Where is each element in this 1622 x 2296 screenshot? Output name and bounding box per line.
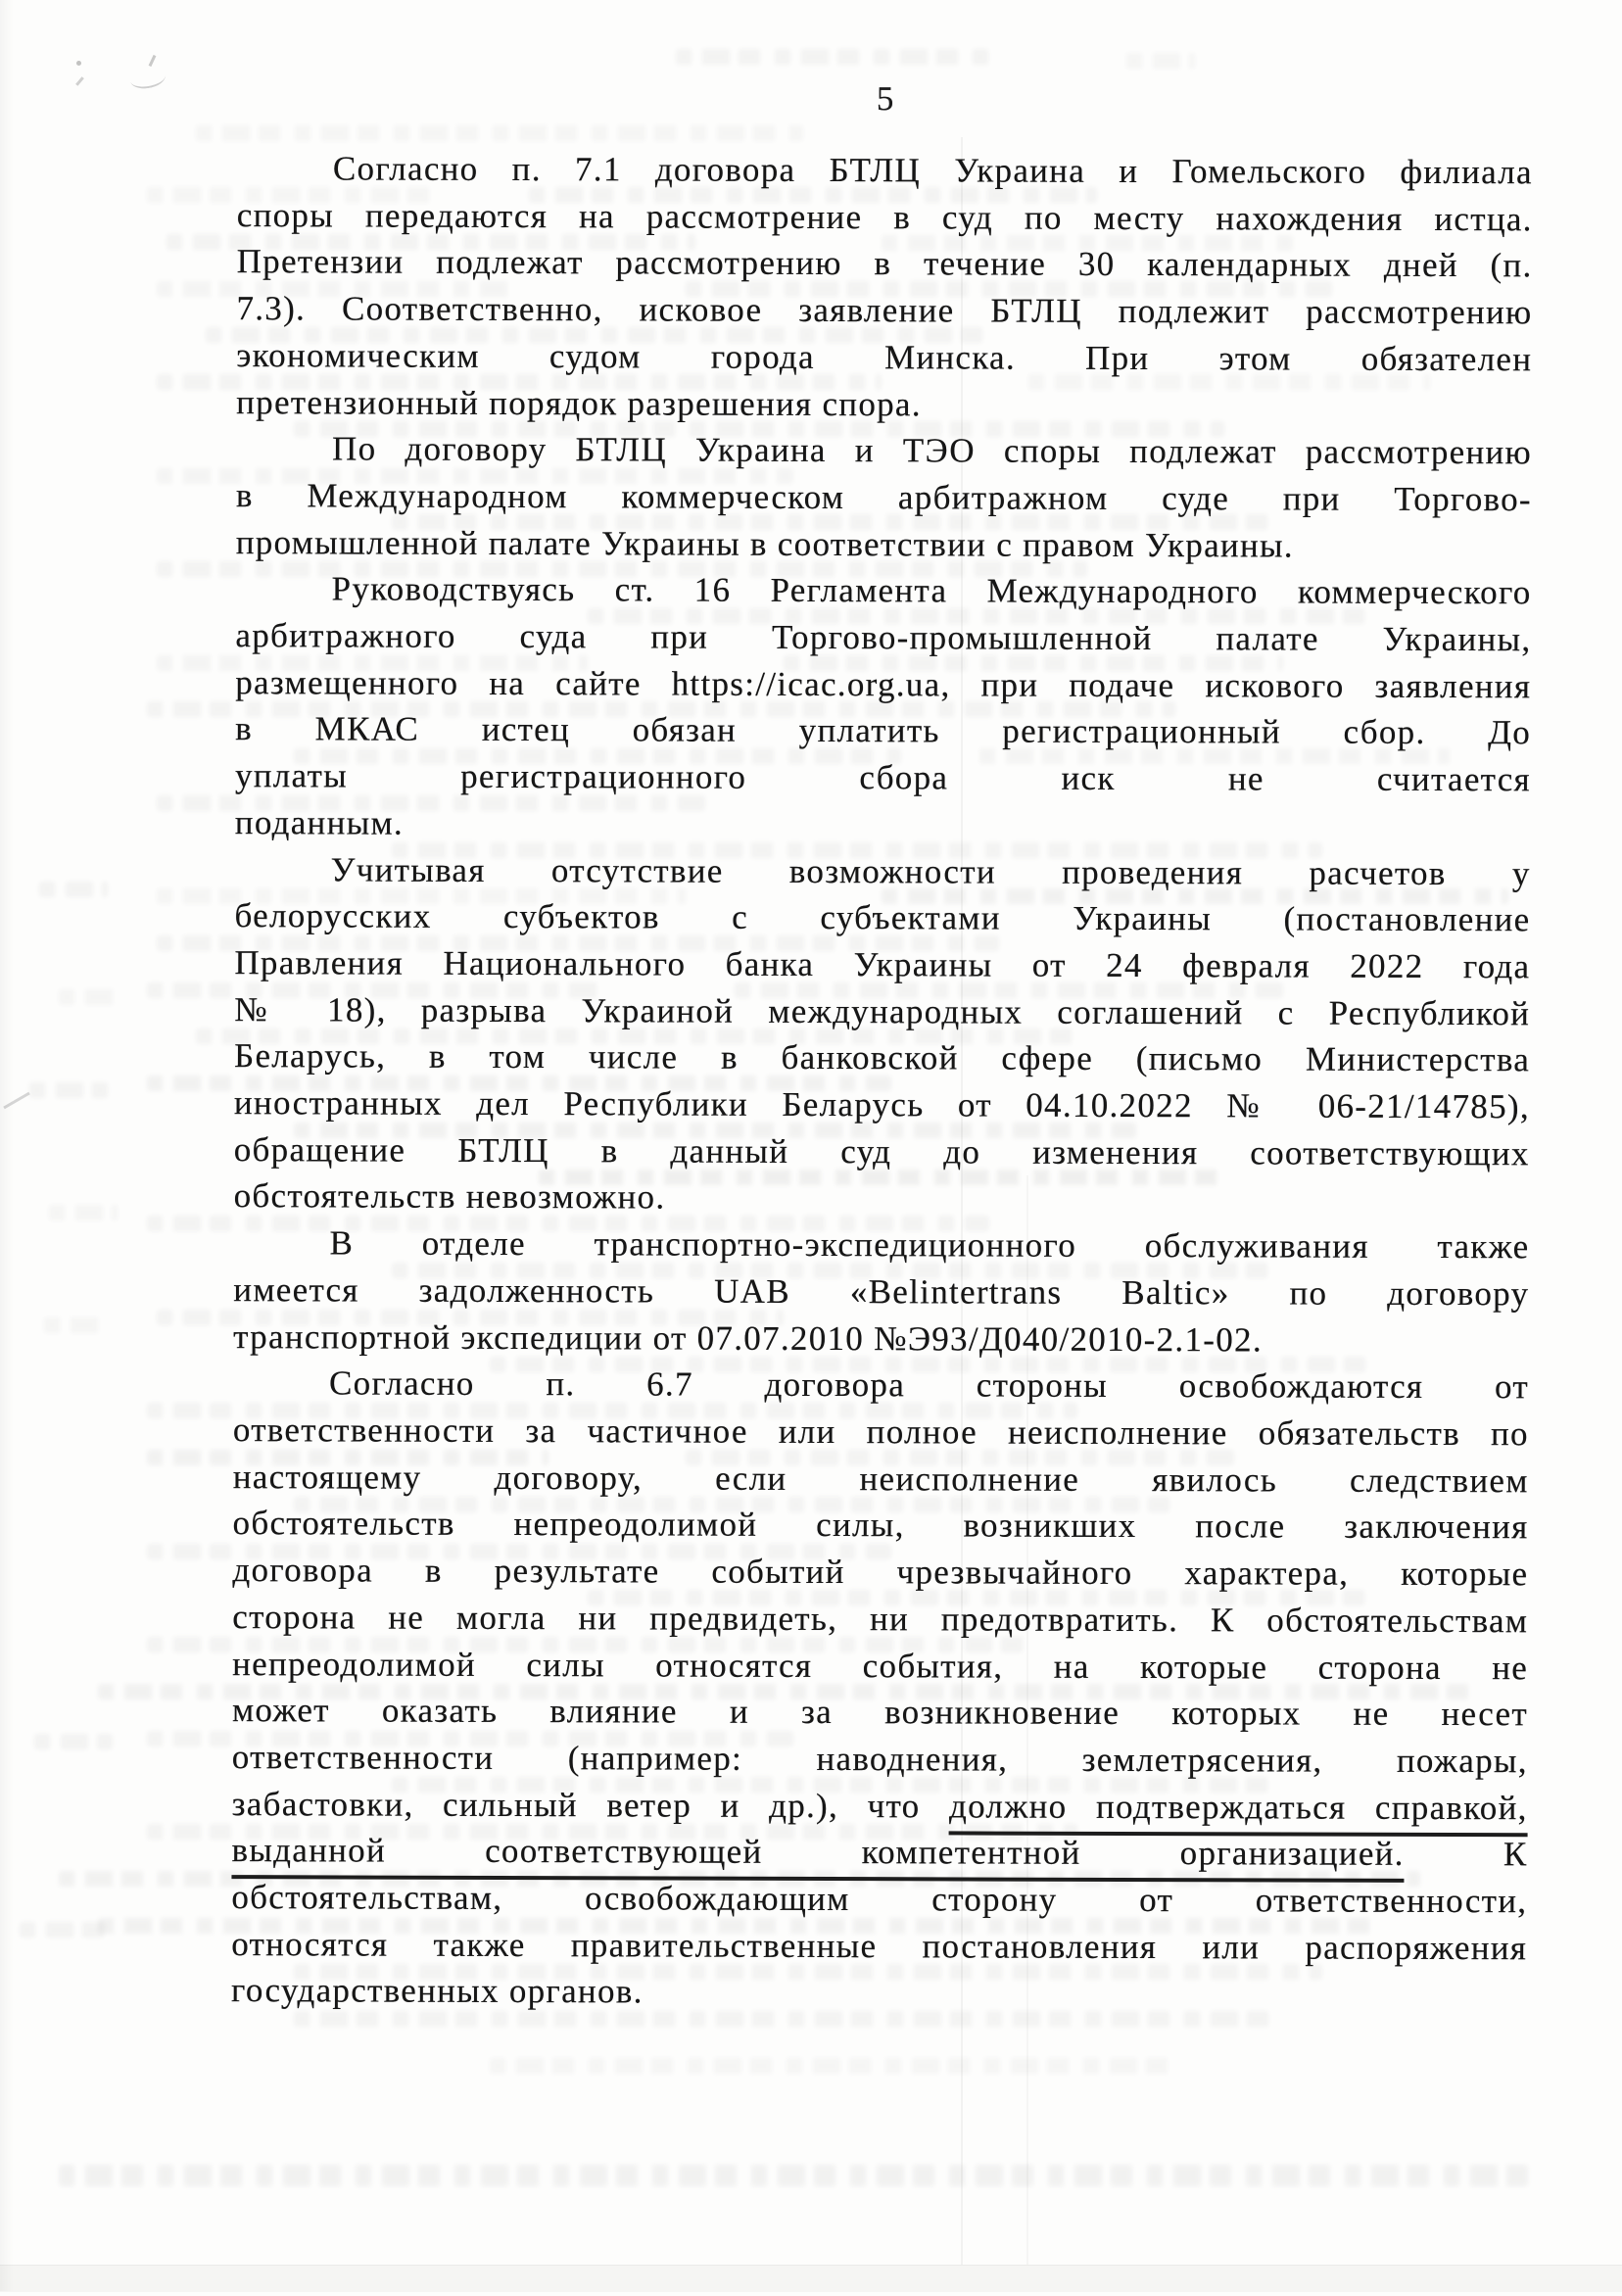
text-run: Согласно п. 7.1 договора БТЛЦ Украина и Гомельского филиала — [332, 149, 1533, 192]
text-line — [237, 192, 1533, 243]
text-line — [231, 1968, 1527, 2019]
text-run: договора в результате событий чрезвычайного характера, которые — [232, 1551, 1529, 1594]
text-line — [234, 892, 1530, 943]
text-line — [231, 1874, 1527, 1925]
text-line — [235, 846, 1531, 897]
text-run: Беларусь, в том числе в банковской сфере (письмо Министерства — [234, 1036, 1531, 1079]
text-line — [233, 1360, 1529, 1411]
text-run: споры передаются на рассмотрение в суд по месту нахождения истца. — [236, 195, 1533, 238]
text-run: настоящему договору, если неисполнение явилось следствием — [232, 1457, 1529, 1500]
text-run: ответственности (например: наводнения, землетрясения, пожары, — [231, 1738, 1528, 1781]
text-line — [234, 1079, 1530, 1130]
text-line — [235, 612, 1531, 663]
text-run: иностранных дел Республики Беларусь от 04.10.2022 № 06-21/14785), — [233, 1083, 1530, 1126]
text-run: государственных органов. — [231, 1971, 644, 2011]
text-run: 7.3). Соответственно, исковое заявление БТЛЦ подлежит рассмотрению — [236, 289, 1533, 332]
text-run: Руководствуясь ст. 16 Регламента Международного коммерческого — [331, 569, 1532, 612]
text-run: непреодолимой силы относятся события, на которые сторона не — [232, 1644, 1529, 1687]
text-line — [233, 1407, 1529, 1458]
text-run: забастовки, сильный ветер и др.), что — [231, 1784, 950, 1826]
text-line — [234, 986, 1530, 1037]
text-run: размещенного на сайте https://icac.org.ua, при подаче искового заявления — [235, 662, 1532, 706]
text-line — [232, 1781, 1528, 1832]
text-run: имеется задолженность UAB «Belintertrans Baltic» по договору — [233, 1270, 1530, 1314]
text-line — [232, 1641, 1528, 1692]
text-line — [234, 1126, 1530, 1177]
text-line — [235, 799, 1531, 850]
text-line — [232, 1547, 1528, 1598]
text-run: белорусских субъектов с субъектами Украины (постановление — [234, 896, 1531, 939]
underlined-text: выданной соответствующей компетентной организацией. — [231, 1831, 1404, 1883]
text-line — [237, 239, 1533, 290]
text-run: транспортной экспедиции от 07.07.2010 №Э93/Д040/2010-2.1-02. — [233, 1316, 1263, 1360]
text-run: В отделе транспортно-экспедиционного обслуживания также — [329, 1223, 1530, 1267]
text-line — [234, 1032, 1530, 1083]
text-run: обстоятельствам, освобождающим сторону от ответственности, — [231, 1878, 1528, 1921]
text-line — [235, 706, 1531, 757]
text-line — [234, 939, 1530, 990]
text-run: в Международном коммерческом арбитражном суде при Торгово- — [235, 476, 1532, 519]
text-run: в МКАС истец обязан уплатить регистрационный сбор. До — [235, 709, 1532, 752]
text-run: Согласно п. 6.7 договора стороны освобождаются от — [328, 1363, 1530, 1407]
text-run: претензионный порядок разрешения спора. — [236, 382, 922, 423]
text-run: обращение БТЛЦ в данный суд до изменения соответствующих — [233, 1129, 1530, 1173]
text-run: сторона не могла ни предвидеть, ни предотвратить. К обстоятельствам — [232, 1597, 1529, 1641]
text-line — [232, 1594, 1528, 1645]
document-text — [231, 145, 1533, 2018]
page-number: 5 — [876, 79, 894, 119]
text-line — [233, 1220, 1529, 1270]
text-line — [236, 379, 1532, 430]
text-run: № 18), разрыва Украиной международных соглашений с Республикой — [234, 989, 1531, 1032]
text-line — [233, 1314, 1529, 1364]
text-line — [236, 285, 1532, 336]
text-line — [231, 1827, 1527, 1878]
text-run: относятся также правительственные постановления или распоряжения — [231, 1924, 1528, 1967]
text-run: может оказать влияние и за возникновение которых не несет — [231, 1691, 1529, 1734]
text-line — [233, 1501, 1529, 1552]
underlined-text: должно подтверждаться справкой, — [949, 1787, 1528, 1837]
text-line — [234, 1173, 1530, 1224]
text-run: По договору БТЛЦ Украина и ТЭО споры подлежат рассмотрению — [331, 429, 1533, 472]
text-run: арбитражного суда при Торгово-промышленной палате Украины, — [235, 616, 1532, 659]
text-line — [233, 1267, 1529, 1317]
text-line — [235, 659, 1531, 710]
text-run: Претензии подлежат рассмотрению в течение 30 календарных дней (п. — [236, 242, 1533, 285]
text-run: К — [1404, 1835, 1528, 1874]
text-line — [237, 145, 1533, 196]
text-line — [236, 519, 1532, 570]
text-line — [236, 332, 1532, 383]
text-run: экономическим судом города Минска. При этом обязателен — [236, 335, 1533, 379]
text-line — [235, 752, 1531, 803]
text-run: уплаты регистрационного сбора иск не считается — [234, 756, 1532, 799]
text-run: ответственности за частичное или полное неисполнение обязательств по — [232, 1411, 1529, 1454]
text-line — [233, 1454, 1529, 1505]
text-run: обстоятельств непреодолимой силы, возникших после заключения — [232, 1504, 1529, 1547]
text-run: промышленной палате Украины в соответствии с правом Украины. — [235, 522, 1294, 565]
text-run: Учитывая отсутствие возможности проведения расчетов у — [330, 849, 1531, 892]
text-line — [232, 1687, 1528, 1738]
text-run: поданным. — [234, 802, 405, 842]
text-run: Правления Национального банка Украины от 24 февраля 2022 года — [234, 943, 1531, 986]
text-line — [236, 425, 1532, 476]
text-line — [232, 1734, 1528, 1785]
text-line — [236, 472, 1532, 523]
text-line — [231, 1921, 1527, 1972]
text-line — [236, 565, 1532, 616]
text-run: обстоятельств невозможно. — [233, 1176, 666, 1217]
